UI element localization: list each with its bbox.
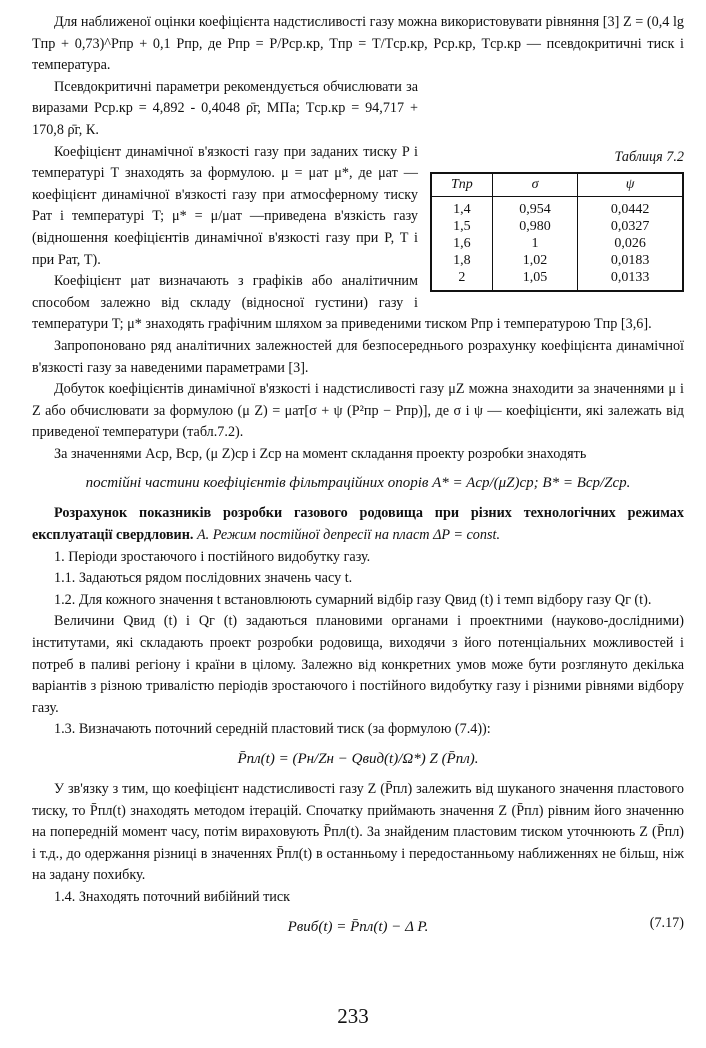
table-header-row [431,173,683,197]
paragraph-mu-at: Коефіцієнт μат визначають з графіків або аналітичним способом залежно від складу (відносної густини) газу і температури T; μ* знаходять графічним шляхом за приведеними тиском Pпр і температурою Tпр [3,6]. [32,273,652,333]
equation-7-17-row [32,915,684,939]
table-7-2-block [430,79,684,292]
cell: 0,0442 [578,196,683,218]
cell: 2 [458,269,466,285]
cell: 1,02 [492,252,577,269]
paragraph-viscosity: Коефіцієнт динамічної в'язкості газу при заданих тиску P і температурі T знаходять за формулою. μ = μат μ*, де μат — коефіцієнт динамічної в'язкості газу при атмосферному тиску Pат і температурі T; μ* = μ/μат —приведена в'язкість газу (відношення коефіцієнтів динамічної в'язкості газу при P, T і при Pат, T). [32,143,418,268]
step-1-4: 1.4. Знаходять поточний вибійний тиск [54,888,291,905]
cell: 1,4 [453,201,471,217]
cell: 1 [492,235,577,252]
cell: 0,0133 [578,269,683,291]
paragraph-iteration: У зв'язку з тим, що коефіцієнт надстисливості газу Z (P̄пл) залежить від шуканого значення пластового тиску, то P̄пл(t) знаходять методом ітерацій. Спочатку приймають значення Z (P̄пл) рівним його значенню на попередній момент часу, потім вираховують P̄пл(t). За знайденим пластовим тиском уточнюють Z (P̄пл) і т.д., до одержання різниці в значеннях P̄пл(t) в останньому і передостанньому наближеннях не більш, ніж на задану похибку. [32,781,684,884]
cell: 1,5 [453,218,471,234]
paragraph-analytic: Запропоновано ряд аналітичних залежностей для безпосереднього розрахунку коефіцієнта динамічної в'язкості газу за наведеними параметрами [3]. [32,337,684,376]
formula-reservoir-pressure: P̄пл(t) = (Pн/Zн − Qвид(t)/Ω*) Z (P̄пл). [237,751,479,767]
table-7-2 [430,172,684,292]
cell: 1,6 [453,235,471,251]
formula-bottomhole-pressure: Pвиб(t) = P̄пл(t) − Δ P. [287,918,429,935]
page-number: 233 [337,1004,369,1028]
cell: 1,8 [453,252,471,268]
table-caption: Таблиця 7.2 [614,148,684,165]
formula-resistance: постійні частини коефіцієнтів фільтраційних опорів A* = Aср/(μZ)ср; B* = Bср/Zср. [85,475,631,492]
table-row [431,235,683,252]
cell: 0,0183 [578,252,683,269]
paragraph-planning: Величини Qвид (t) і Qг (t) задаються плановими органами і проектними (науково-дослідними) інститутами, які складають проект розробки родовища, виходячи з його потенціальних можливостей і потреб в паливі регіону і країни в цілому. Залежно від конкретних умов може бути розглянуто декілька варіантів з різною тривалістю періодів зростаючого і постійного видобутку газу і різними рівнями відбору газу. [32,613,684,716]
step-1-3: 1.3. Визначають поточний середній пластовий тиск (за формулою (7.4)): [54,721,491,738]
cell: 0,954 [492,196,577,218]
step-1-1: 1.1. Задаються рядом послідовних значень часу t. [54,570,353,587]
table-row [431,252,683,269]
equation-number: (7.17) [649,914,684,931]
cell: 0,0327 [578,218,683,235]
paragraph-z-equation: Для наближеної оцінки коефіцієнта надстисливості газу можна використовувати рівняння [3] Z = (0,4 lg Tпр + 0,73)^Pпр + 0,1 Pпр, де Pпр = P/Pср.кр, Tпр = T/Tср.кр, Pср.кр, Tср.кр — псевдокритичні тиск і температура. [32,14,684,74]
cell: 0,026 [578,235,683,252]
cell: 0,980 [492,218,577,235]
heading-italic: A. Режим постійної депресії на пласт ΔP = const. [193,527,500,544]
page-body [32,12,684,947]
header-tpr: Tпр [431,173,492,197]
table-row [431,218,683,235]
step-1: 1. Періоди зростаючого і постійного видобутку газу. [54,548,371,565]
heading-bold: Розрахунок показників розробки газового родовища при різних технологічних режимах експлуатації свердловин. [32,505,684,544]
header-psi: ψ [578,173,683,197]
section-heading [32,503,684,546]
paragraph-mu-z: Добуток коефіцієнтів динамічної в'язкості і надстисливості газу μZ можна знаходити за значеннями μ і Z або обчислювати за формулою (μ Z) = μат[σ + ψ (P²пр − Pпр)], де σ і ψ — коефіцієнти, які залежать від приведеної температури (табл.7.2). [32,381,684,441]
table-row [431,269,683,291]
cell: 1,05 [492,269,577,291]
step-1-2: 1.2. Для кожного значення t встановлюють сумарний відбір газу Qвид (t) і темп відбору газу Qг (t). [54,591,652,608]
paragraph-pseudocritical: Псевдокритичні параметри рекомендується обчислювати за виразами Pср.кр = 4,892 - 0,4048 ρ̄г, МПа; Tср.кр = 94,717 + 170,8 ρ̄г, К. [32,78,418,138]
header-sigma: σ [492,173,577,197]
table-row [431,196,683,218]
paragraph-averages: За значеннями Aср, Bср, (μ Z)ср і Zср на момент складання проекту розробки знаходять [54,445,587,462]
